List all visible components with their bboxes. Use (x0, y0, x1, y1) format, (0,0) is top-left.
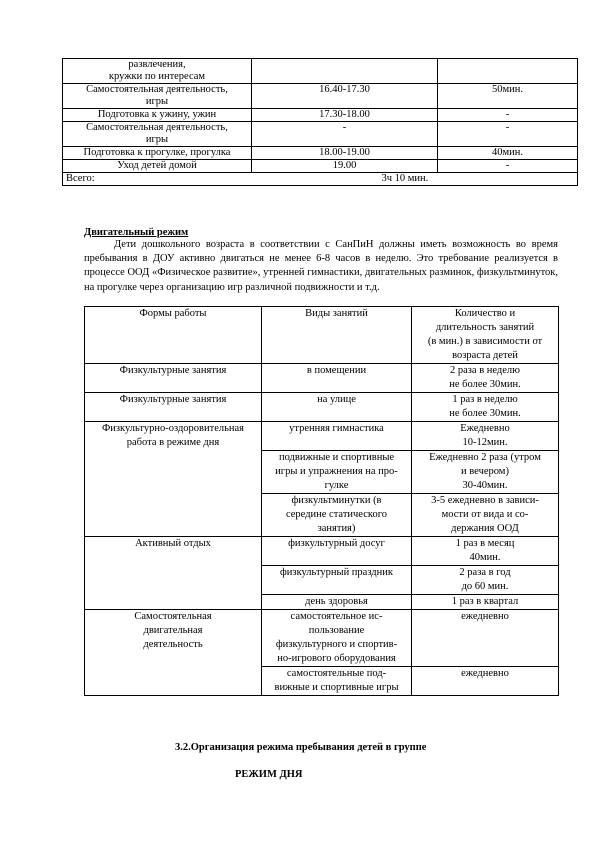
time-cell: 19.00 (252, 160, 438, 173)
amount-cell: 3-5 ежедневно в зависи- мости от вида и со- держания ООД (412, 494, 559, 537)
amount-cell: 2 раза в неделю не более 30мин. (412, 364, 559, 393)
amount-cell: Ежедневно 2 раза (утром и вечером) 30-40мин. (412, 451, 559, 494)
section-heading: 3.2.Организация режима пребывания детей в группе (175, 742, 427, 753)
time-cell (252, 59, 438, 84)
time-cell: - (252, 122, 438, 147)
time-cell: 17.30-18.00 (252, 109, 438, 122)
motor-regime-heading: Двигательный режим (84, 227, 189, 238)
duration-cell (438, 59, 578, 84)
column-header: Формы работы (85, 307, 262, 364)
form-cell: Физкультурно-оздоровительная работа в режиме дня (85, 422, 262, 537)
table-row (85, 393, 559, 422)
type-cell: физкультминутки (в середине статического занятия) (262, 494, 412, 537)
total-value: 3ч 10 мин. (252, 173, 578, 186)
duration-cell: - (438, 160, 578, 173)
type-cell: утренняя гимнастика (262, 422, 412, 451)
type-cell: физкультурный праздник (262, 566, 412, 595)
type-cell: самостоятельные под- вижные и спортивные игры (262, 667, 412, 696)
table-row (63, 84, 578, 109)
table-row (63, 122, 578, 147)
motor-regime-paragraph (84, 238, 558, 295)
activity-cell: развлечения, кружки по интересам (63, 59, 252, 84)
physical-activity-table (84, 306, 559, 696)
amount-cell: Ежедневно 10-12мин. (412, 422, 559, 451)
amount-cell: 1 раз в квартал (412, 595, 559, 610)
duration-cell: - (438, 109, 578, 122)
activity-cell: Подготовка к ужину, ужин (63, 109, 252, 122)
table-row (85, 537, 559, 566)
form-cell: Самостоятельная двигательная деятельность (85, 610, 262, 696)
type-cell: физкультурный досуг (262, 537, 412, 566)
table-row (63, 147, 578, 160)
table-row (85, 610, 559, 667)
total-row (63, 173, 578, 186)
activity-cell: Подготовка к прогулке, прогулка (63, 147, 252, 160)
type-cell: день здоровья (262, 595, 412, 610)
type-cell: подвижные и спортивные игры и упражнения на про- гулке (262, 451, 412, 494)
activity-cell: Уход детей домой (63, 160, 252, 173)
activity-cell: Самостоятельная деятельность, игры (63, 122, 252, 147)
time-cell: 18.00-19.00 (252, 147, 438, 160)
motor-regime-text: Дети дошкольного возраста в соответствии с СанПиН должны иметь возможность во время пребывания в ДОУ активно двигаться не менее 6-8 часов в неделю. Это требование реализуется в процессе ООД «Физическое развитие», утренней гимнастики, двигательных разминок, физкультминуток, на прогулке через организацию игр различной подвижности и т.д. (84, 239, 558, 293)
time-cell: 16.40-17.30 (252, 84, 438, 109)
header-row (85, 307, 559, 364)
type-cell: на улице (262, 393, 412, 422)
table-row (85, 422, 559, 451)
amount-cell: 1 раз в неделю не более 30мин. (412, 393, 559, 422)
form-cell: Физкультурные занятия (85, 393, 262, 422)
total-label: Всего: (63, 173, 252, 186)
amount-cell: ежедневно (412, 667, 559, 696)
column-header: Количество и длительность занятий (в мин.) в зависимости от возраста детей (412, 307, 559, 364)
amount-cell: 1 раз в месяц 40мин. (412, 537, 559, 566)
duration-cell: 50мин. (438, 84, 578, 109)
table-row (63, 109, 578, 122)
form-cell: Активный отдых (85, 537, 262, 610)
column-header: Виды занятий (262, 307, 412, 364)
type-cell: самостоятельное ис- пользование физкультурного и спортив- но-игрового оборудования (262, 610, 412, 667)
duration-cell: - (438, 122, 578, 147)
duration-cell: 40мин. (438, 147, 578, 160)
activity-cell: Самостоятельная деятельность, игры (63, 84, 252, 109)
table-row (85, 364, 559, 393)
daily-schedule-table (62, 58, 578, 186)
form-cell: Физкультурные занятия (85, 364, 262, 393)
amount-cell: ежедневно (412, 610, 559, 667)
amount-cell: 2 раза в год до 60 мин. (412, 566, 559, 595)
table-row (63, 160, 578, 173)
type-cell: в помещении (262, 364, 412, 393)
table-row (63, 59, 578, 84)
daily-regime-title: РЕЖИМ ДНЯ (235, 769, 303, 780)
